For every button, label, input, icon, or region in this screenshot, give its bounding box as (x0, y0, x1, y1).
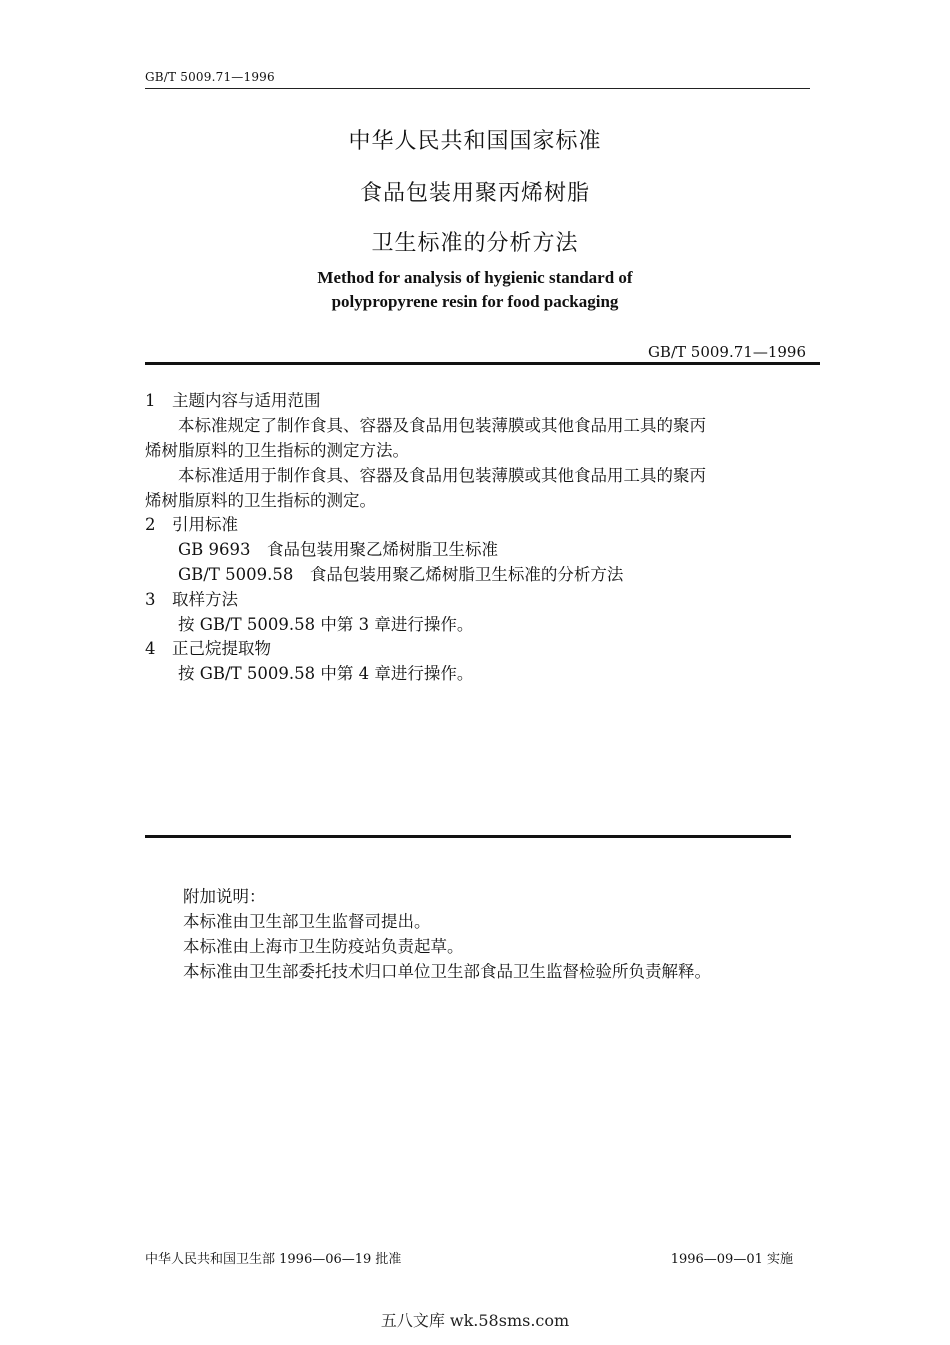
footer-approval: 中华人民共和国卫生部 1996—06—19 批准 (145, 1252, 402, 1267)
section-1-paragraph-1-line-1: 本标准规定了制作食具、容器及食品用包装薄膜或其他食品用工具的聚丙 (145, 416, 706, 435)
section-1-heading: 1 主题内容与适用范围 (145, 391, 321, 410)
section-2-reference-1: GB 9693 食品包装用聚乙烯树脂卫生标准 (145, 540, 499, 559)
watermark-text: 五八文库 wk.58sms.com (380, 1311, 570, 1330)
footer-effective-date: 1996—09—01 实施 (670, 1252, 793, 1267)
header-standard-code: GB/T 5009.71—1996 (145, 70, 275, 84)
standard-number: GB/T 5009.71—1996 (647, 343, 806, 361)
section-2-heading: 2 引用标准 (145, 515, 238, 534)
title-national-standard: 中华人民共和国国家标准 (348, 129, 602, 154)
section-1-paragraph-1-line-2: 烯树脂原料的卫生指标的测定方法。 (145, 441, 409, 460)
notes-heading: 附加说明： (183, 887, 266, 906)
section-1-paragraph-2-line-2: 烯树脂原料的卫生指标的测定。 (145, 491, 376, 510)
section-1-paragraph-2-line-1: 本标准适用于制作食具、容器及食品用包装薄膜或其他食品用工具的聚丙 (145, 466, 706, 485)
title-rule (145, 362, 820, 365)
english-title-line-1: Method for analysis of hygienic standard of (317, 268, 633, 287)
title-line-3: 卫生标准的分析方法 (371, 231, 579, 256)
section-4-text: 按 GB/T 5009.58 中第 4 章进行操作。 (145, 664, 474, 683)
section-3-text: 按 GB/T 5009.58 中第 3 章进行操作。 (145, 615, 474, 634)
notes-line-1: 本标准由卫生部卫生监督司提出。 (183, 912, 431, 931)
title-line-2: 食品包装用聚丙烯树脂 (359, 181, 590, 206)
section-4-heading: 4 正己烷提取物 (145, 639, 271, 658)
notes-line-3: 本标准由卫生部委托技术归口单位卫生部食品卫生监督检验所负责解释。 (183, 962, 711, 981)
english-title-line-2: polypropyrene resin for food packaging (331, 292, 619, 311)
section-3-heading: 3 取样方法 (145, 590, 238, 609)
notes-line-2: 本标准由上海市卫生防疫站负责起草。 (183, 937, 464, 956)
header-rule (145, 88, 810, 89)
section-2-reference-2: GB/T 5009.58 食品包装用聚乙烯树脂卫生标准的分析方法 (145, 565, 624, 584)
notes-separator-rule (145, 835, 791, 838)
